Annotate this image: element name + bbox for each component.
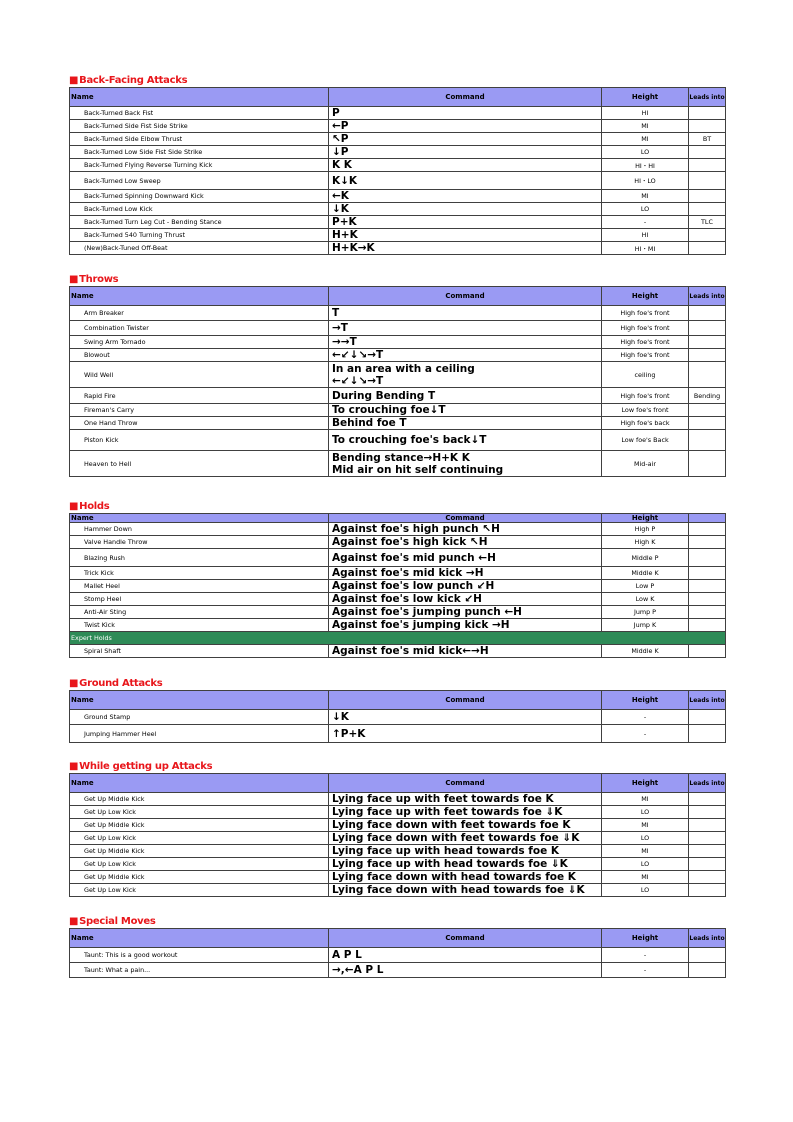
square-bullet-icon: ■ — [69, 678, 79, 689]
table-header-row — [70, 287, 726, 306]
header-name: Name — [70, 88, 329, 107]
header-command: Command — [329, 88, 602, 107]
move-table — [69, 513, 726, 658]
header-name: Name — [70, 514, 329, 523]
square-bullet-icon: ■ — [69, 75, 79, 86]
table-row: Back-Turned Flying Reverse Turning Kick K K HI・HI — [70, 159, 726, 172]
table-row: Piston Kick To crouching foe's back↓T Low foe's Back — [70, 430, 726, 451]
move-table — [69, 928, 726, 978]
header-leads: Leads into — [689, 929, 726, 948]
header-leads: Leads into — [689, 774, 726, 793]
square-bullet-icon: ■ — [69, 916, 79, 927]
table-row: Get Up Low Kick Lying face up with feet towards foe ⇓K LO — [70, 806, 726, 819]
table-row: Back-Turned Side Elbow Thrust ↖P MI BT — [70, 133, 726, 146]
header-height: Height — [602, 88, 689, 107]
section-special — [69, 915, 725, 978]
table-header-row — [70, 929, 726, 948]
header-name: Name — [70, 287, 329, 306]
table-row: Back-Turned Low Sweep K↓K HI・LO — [70, 172, 726, 190]
section-title: ■Back-Facing Attacks — [69, 75, 188, 86]
table-row: Get Up Middle Kick Lying face down with head towards foe K MI — [70, 871, 726, 884]
move-table — [69, 690, 726, 743]
header-height: Height — [602, 774, 689, 793]
table-row: Stomp Heel Against foe's low kick ↙H Low K — [70, 593, 726, 606]
table-header-row — [70, 774, 726, 793]
section-title: ■Ground Attacks — [69, 678, 163, 689]
table-row: Heaven to Hell Bending stance→H+K K Mid air on hit self continuing Mid-air — [70, 451, 726, 477]
table-row: Get Up Middle Kick Lying face down with feet towards foe K MI — [70, 819, 726, 832]
table-header-row — [70, 88, 726, 107]
table-row: Blowout ←↙↓↘→T High foe's front — [70, 349, 726, 362]
table-row: Get Up Low Kick Lying face up with head towards foe ⇓K LO — [70, 858, 726, 871]
header-height: Height — [602, 514, 689, 523]
table-header-row — [70, 691, 726, 710]
header-leads: Leads into — [689, 691, 726, 710]
table-header-row — [70, 514, 726, 523]
header-leads: Leads into — [689, 287, 726, 306]
section-title: ■Holds — [69, 501, 110, 512]
expert-holds-row: Expert Holds — [70, 632, 726, 645]
square-bullet-icon: ■ — [69, 274, 79, 285]
move-table — [69, 87, 726, 255]
header-command: Command — [329, 691, 602, 710]
header-command: Command — [329, 929, 602, 948]
table-row: Taunt: What a pain... →,←A P L - — [70, 963, 726, 978]
header-name: Name — [70, 929, 329, 948]
table-row: Wild Well In an area with a ceiling ←↙↓↘→T ceiling — [70, 362, 726, 388]
section-throws — [69, 273, 725, 477]
table-row: (New)Back-Tuned Off-Beat H+K→K HI・MI — [70, 242, 726, 255]
table-row: One Hand Throw Behind foe T High foe's back — [70, 417, 726, 430]
table-row: Swing Arm Tornado →→T High foe's front — [70, 336, 726, 349]
section-holds — [69, 500, 725, 658]
table-row: Back-Turned Low Side Fist Side Strike ↓P LO — [70, 146, 726, 159]
table-row: Mallet Heel Against foe's low punch ↙H Low P — [70, 580, 726, 593]
section-title: ■While getting up Attacks — [69, 761, 213, 772]
square-bullet-icon: ■ — [69, 501, 79, 512]
table-row: Anti-Air Sting Against foe's jumping punch ←H Jump P — [70, 606, 726, 619]
table-row: Back-Turned Spinning Downward Kick ←K MI — [70, 190, 726, 203]
table-row: Back-Turned Side Fist Side Strike ←P MI — [70, 120, 726, 133]
table-row: Back-Turned Low Kick ↓K LO — [70, 203, 726, 216]
header-height: Height — [602, 287, 689, 306]
move-table — [69, 773, 726, 897]
table-row: Get Up Low Kick Lying face down with feet towards foe ⇓K LO — [70, 832, 726, 845]
move-table — [69, 286, 726, 477]
header-command: Command — [329, 514, 602, 523]
table-row: Back-Turned Turn Leg Cut - Bending Stance P+K - TLC — [70, 216, 726, 229]
table-row: Fireman's Carry To crouching foe↓T Low foe's front — [70, 404, 726, 417]
header-leads: Leads into — [689, 88, 726, 107]
table-row: Combination Twister →T High foe's front — [70, 321, 726, 336]
table-row: Valve Handle Throw Against foe's high kick ↖H High K — [70, 536, 726, 549]
header-height: Height — [602, 691, 689, 710]
table-row: Arm Breaker T High foe's front — [70, 306, 726, 321]
table-row: Back-Turned 540 Turning Thrust H+K HI — [70, 229, 726, 242]
header-name: Name — [70, 691, 329, 710]
table-row: Get Up Middle Kick Lying face up with head towards foe K MI — [70, 845, 726, 858]
square-bullet-icon: ■ — [69, 761, 79, 772]
header-command: Command — [329, 287, 602, 306]
table-row: Hammer Down Against foe's high punch ↖H High P — [70, 523, 726, 536]
header-command: Command — [329, 774, 602, 793]
table-row: Taunt: This is a good workout A P L - — [70, 948, 726, 963]
table-row: Get Up Middle Kick Lying face up with feet towards foe K MI — [70, 793, 726, 806]
table-row: Jumping Hammer Heel ↑P+K - — [70, 725, 726, 743]
section-title: ■Special Moves — [69, 916, 156, 927]
header-name: Name — [70, 774, 329, 793]
section-back-facing — [69, 74, 725, 255]
section-title: ■Throws — [69, 274, 119, 285]
section-getting-up — [69, 760, 725, 897]
table-row: Trick Kick Against foe's mid kick →H Middle K — [70, 567, 726, 580]
section-ground — [69, 677, 725, 743]
table-row: Rapid Fire During Bending T High foe's front Bending — [70, 388, 726, 404]
table-row: Back-Turned Back Fist P HI — [70, 107, 726, 120]
header-height: Height — [602, 929, 689, 948]
table-row: Ground Stamp ↓K - — [70, 710, 726, 725]
table-row: Spiral Shaft Against foe's mid kick←→H Middle K — [70, 645, 726, 658]
table-row: Blazing Rush Against foe's mid punch ←H Middle P — [70, 549, 726, 567]
table-row: Twist Kick Against foe's jumping kick →H Jump K — [70, 619, 726, 632]
table-row: Get Up Low Kick Lying face down with head towards foe ⇓K LO — [70, 884, 726, 897]
